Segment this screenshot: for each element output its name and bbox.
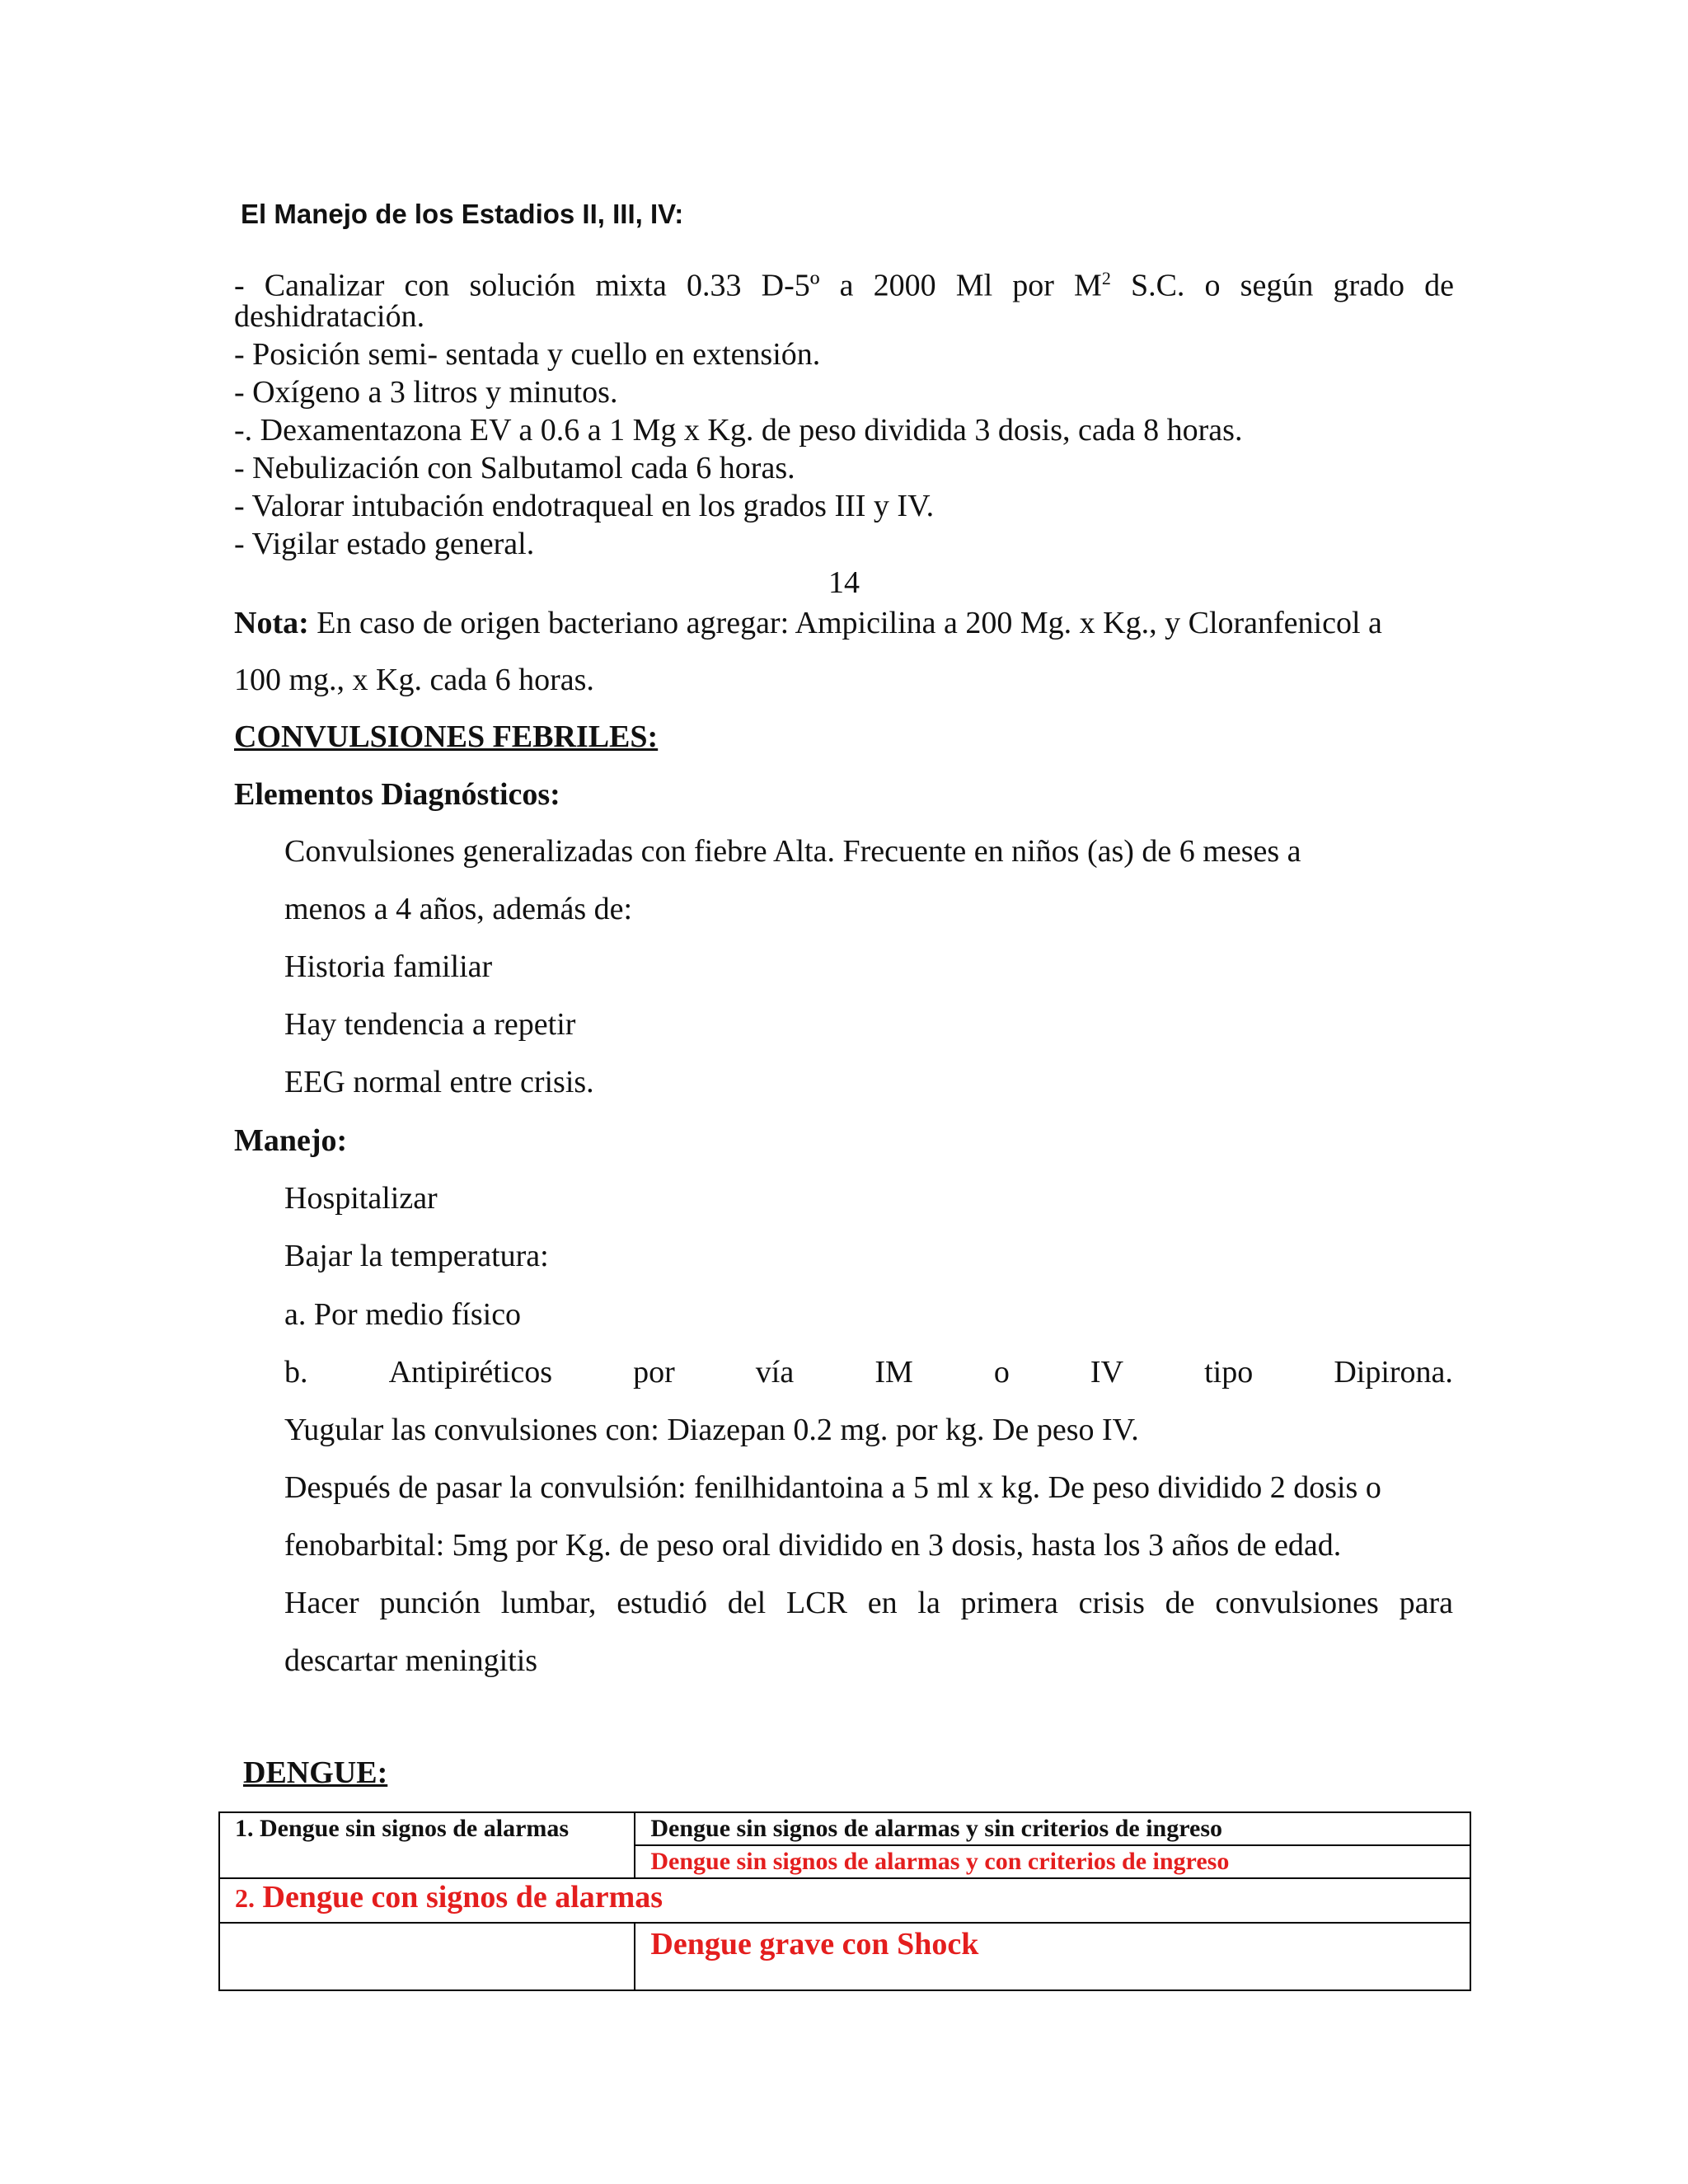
dengue-table [218,1811,1471,1991]
diagnostic-line: EEG normal entre crisis. [284,1065,594,1099]
manejo-line: fenobarbital: 5mg por Kg. de peso oral dividido en 3 dosis, hasta los 3 años de edad. [284,1528,1342,1563]
list-item: - Nebulización con Salbutamol cada 6 horas. [234,451,795,485]
manejo-line: Hospitalizar [284,1181,438,1216]
antipireticos-line [284,1353,1453,1391]
table-row [219,1812,1470,1845]
convulsiones-title: CONVULSIONES FEBRILES: [234,719,659,754]
list-item: - Vigilar estado general. [234,527,535,561]
diagnostic-line: Convulsiones generalizadas con fiebre Alta. Frecuente en niños (as) de 6 meses a [284,834,1301,869]
table-cell: Dengue grave con Shock [635,1923,1470,1990]
list-item: - Oxígeno a 3 litros y minutos. [234,375,618,410]
table-row [219,1878,1470,1923]
table-cell: Dengue sin signos de alarmas y sin criterios de ingreso [635,1812,1470,1845]
table-cell: Dengue sin signos de alarmas y con criterios de ingreso [635,1845,1470,1878]
antipireticos-word: IM [874,1355,913,1390]
list-item: - Posición semi- sentada y cuello en extensión. [234,337,821,372]
manejo-heading: Manejo: [234,1123,348,1158]
antipireticos-word: Dipirona. [1334,1355,1453,1390]
antipireticos-word: Antipiréticos [388,1355,552,1390]
row-number: 2. [235,1883,255,1913]
section-title: El Manejo de los Estadios II, III, IV: [241,199,684,229]
antipireticos-word: b. [284,1355,308,1390]
manejo-line: Yugular las convulsiones con: Diazepan 0.2 mg. por kg. De peso IV. [284,1413,1139,1447]
dengue-title: DENGUE: [243,1755,388,1790]
table-cell-empty [219,1923,635,1990]
table-row [219,1923,1470,1990]
nota-continuation: 100 mg., x Kg. cada 6 horas. [234,663,594,697]
diagnostic-line: menos a 4 años, además de: [284,892,633,926]
page-number: 14 [828,565,860,600]
diagnostic-line: Historia familiar [284,949,493,984]
row-text: Dengue con signos de alarmas [255,1880,663,1915]
superscript-two: 2 [1101,268,1111,288]
antipireticos-word: IV [1090,1355,1124,1390]
canalizar-continuation: deshidratación. [234,299,425,334]
table-cell [219,1878,1470,1923]
canalizar-text-end: S.C. o según grado de [1110,268,1454,303]
antipireticos-word: o [993,1355,1010,1390]
puncion-line: Hacer punción lumbar, estudió del LCR en la primera crisis de convulsiones para [284,1586,1453,1620]
puncion-continuation: descartar meningitis [284,1643,538,1678]
table-cell: 1. Dengue sin signos de alarmas [219,1812,635,1878]
list-item: - Valorar intubación endotraqueal en los grados III y IV. [234,489,935,523]
nota-label: Nota: [234,606,309,640]
manejo-line: Después de pasar la convulsión: fenilhidantoina a 5 ml x kg. De peso dividido 2 dosis o [284,1470,1381,1505]
diagnostic-heading: Elementos Diagnósticos: [234,777,560,812]
canalizar-text: - Canalizar con solución mixta 0.33 D-5º a 2000 Ml por M [234,268,1102,303]
antipireticos-word: por [633,1355,675,1390]
list-item: -. Dexamentazona EV a 0.6 a 1 Mg x Kg. de peso dividida 3 dosis, cada 8 horas. [234,413,1243,448]
antipireticos-word: tipo [1204,1355,1254,1390]
antipireticos-word: vía [755,1355,795,1390]
manejo-line: Bajar la temperatura: [284,1239,549,1273]
diagnostic-line: Hay tendencia a repetir [284,1007,576,1042]
nota-text: En caso de origen bacteriano agregar: Ampicilina a 200 Mg. x Kg., y Cloranfenicol a [308,606,1382,640]
nota-line [234,604,1382,642]
manejo-line: a. Por medio físico [284,1297,522,1332]
